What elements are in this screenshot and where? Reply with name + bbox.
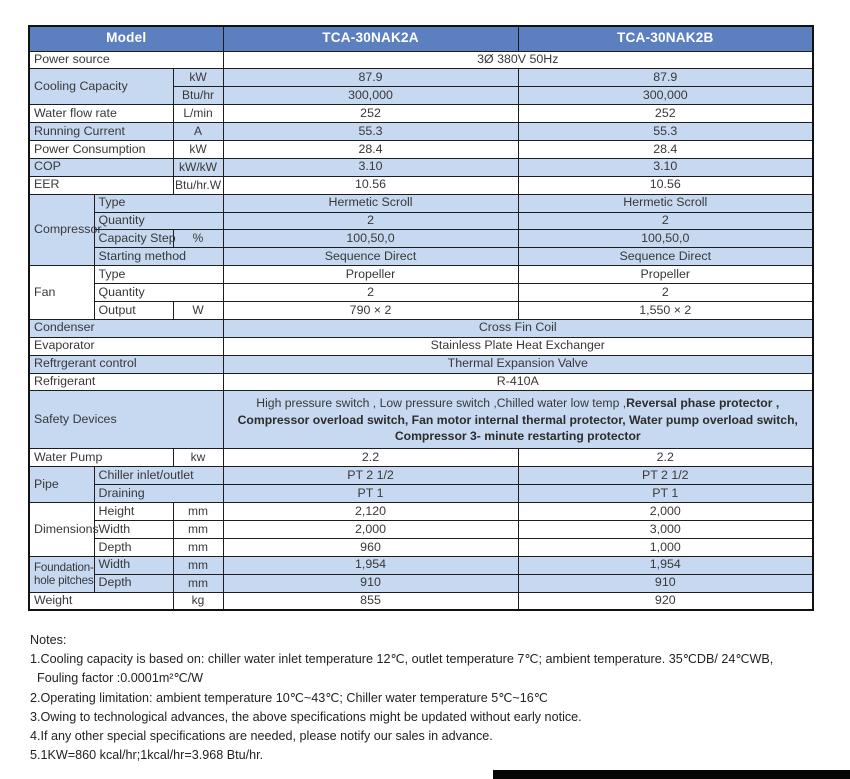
- power-consumption-value-b: 28.4: [518, 140, 813, 158]
- dimensions-depth-unit: mm: [173, 538, 223, 556]
- dimensions-depth-row: [29, 538, 813, 556]
- dimensions-depth-label: Depth: [94, 538, 173, 556]
- dimensions-height-value-b: 2,000: [518, 503, 813, 521]
- cop-unit: kW/kW: [173, 158, 223, 176]
- compressor-quantity-label: Quantity: [94, 212, 223, 230]
- cop-value-a: 3.10: [223, 158, 518, 176]
- condenser-row: [29, 319, 813, 337]
- compressor-type-value-a: Hermetic Scroll: [223, 194, 518, 212]
- safety-devices-value: [223, 391, 813, 449]
- notes-section: [30, 631, 830, 765]
- compressor-type-label: Type: [94, 194, 223, 212]
- capacity-step-value-a: 100,50,0: [223, 230, 518, 248]
- water-flow-unit: L/min: [173, 105, 223, 123]
- refrigerant-control-label: Reftrgerant control: [29, 355, 223, 373]
- power-consumption-unit: kW: [173, 140, 223, 158]
- dimensions-width-value-a: 2,000: [223, 520, 518, 538]
- power-consumption-value-a: 28.4: [223, 140, 518, 158]
- dimensions-width-row: [29, 520, 813, 538]
- refrigerant-row: [29, 373, 813, 391]
- condenser-value: Cross Fin Coil: [223, 319, 813, 337]
- fan-quantity-row: [29, 284, 813, 302]
- header-row: [29, 26, 813, 51]
- cop-label: COP: [29, 158, 173, 176]
- water-pump-row: [29, 449, 813, 467]
- refrigerant-value: R-410A: [223, 373, 813, 391]
- running-current-value-b: 55.3: [518, 123, 813, 141]
- eer-label: EER: [29, 176, 173, 194]
- starting-method-row: [29, 248, 813, 266]
- evaporator-value: Stainless Plate Heat Exchanger: [223, 337, 813, 355]
- note-line: 4.If any other special specifications are needed, please notify our sales in advance.: [30, 729, 493, 744]
- capacity-step-unit: %: [173, 230, 223, 248]
- model-a-header: TCA-30NAK2A: [223, 26, 518, 51]
- note-line: 3.Owing to technological advances, the above specifications might be updated without early notice.: [30, 709, 582, 724]
- eer-value-a: 10.56: [223, 176, 518, 194]
- pipe-inlet-value-a: PT 2 1/2: [223, 467, 518, 485]
- water-pump-label: Water Pump: [29, 449, 173, 467]
- compressor-group-label: Compressor: [29, 194, 94, 266]
- note-line: 5.1KW=860 kcal/hr;1kcal/hr=3.968 Btu/hr.: [30, 748, 264, 763]
- foundation-group-label: Foundation-hole pitches: [29, 556, 94, 592]
- spec-table: [28, 25, 814, 611]
- cooling-kw-value-a: 87.9: [223, 69, 518, 87]
- safety-line1-bold: Reversal phase protector ,: [626, 396, 780, 411]
- foundation-depth-unit: mm: [173, 574, 223, 592]
- fan-type-row: [29, 266, 813, 284]
- dimensions-width-value-b: 3,000: [518, 520, 813, 538]
- cooling-kw-row: [29, 69, 813, 87]
- fan-output-value-a: 790 × 2: [223, 301, 518, 319]
- foundation-depth-value-a: 910: [223, 574, 518, 592]
- foundation-depth-label: Depth: [94, 574, 173, 592]
- fan-quantity-value-b: 2: [518, 284, 813, 302]
- compressor-quantity-value-a: 2: [223, 212, 518, 230]
- capacity-step-label: Capacity Step: [94, 230, 173, 248]
- dimensions-group-label: Dimensions: [29, 503, 94, 557]
- weight-value-a: 855: [223, 592, 518, 610]
- starting-method-label: Starting method: [94, 248, 223, 266]
- capacity-step-value-b: 100,50,0: [518, 230, 813, 248]
- eer-value-b: 10.56: [518, 176, 813, 194]
- dimensions-depth-value-b: 1,000: [518, 538, 813, 556]
- safety-line1-normal: High pressure switch , Low pressure switch ,Chilled water low temp ,: [256, 396, 627, 411]
- evaporator-label: Evaporator: [29, 337, 223, 355]
- cop-row: [29, 158, 813, 176]
- foundation-depth-row: [29, 574, 813, 592]
- cooling-btu-value-b: 300,000: [518, 87, 813, 105]
- fan-output-unit: W: [173, 301, 223, 319]
- power-consumption-row: [29, 140, 813, 158]
- dimensions-height-unit: mm: [173, 503, 223, 521]
- eer-row: [29, 176, 813, 194]
- note-line-continuation: Fouling factor :0.0001m²℃/W: [37, 671, 204, 686]
- foundation-width-value-b: 1,954: [518, 556, 813, 574]
- refrigerant-control-row: [29, 355, 813, 373]
- fan-type-value-a: Propeller: [223, 266, 518, 284]
- running-current-row: [29, 123, 813, 141]
- water-flow-value-a: 252: [223, 105, 518, 123]
- fan-output-value-b: 1,550 × 2: [518, 301, 813, 319]
- model-b-header: TCA-30NAK2B: [518, 26, 813, 51]
- weight-row: [29, 592, 813, 610]
- note-line: 1.Cooling capacity is based on: chiller water inlet temperature 12℃, outlet temperature 7℃; ambient temperature. 35℃DB/ 24℃WB,: [30, 652, 774, 667]
- compressor-quantity-value-b: 2: [518, 212, 813, 230]
- dimensions-height-label: Height: [94, 503, 173, 521]
- foundation-width-value-a: 1,954: [223, 556, 518, 574]
- eer-unit: Btu/hr.W: [173, 176, 223, 194]
- pipe-draining-row: [29, 485, 813, 503]
- foundation-depth-value-b: 910: [518, 574, 813, 592]
- dimensions-width-label: Width: [94, 520, 173, 538]
- fan-output-label: Output: [94, 301, 173, 319]
- safety-line3: Compressor 3- minute restarting protector: [394, 429, 641, 444]
- water-pump-value-a: 2.2: [223, 449, 518, 467]
- compressor-quantity-row: [29, 212, 813, 230]
- condenser-label: Condenser: [29, 319, 223, 337]
- safety-devices-label: Safety Devices: [29, 391, 223, 449]
- water-pump-unit: kw: [173, 449, 223, 467]
- water-flow-row: [29, 105, 813, 123]
- cop-value-b: 3.10: [518, 158, 813, 176]
- power-source-value: 3Ø 380V 50Hz: [223, 51, 813, 69]
- pipe-group-label: Pipe: [29, 467, 94, 503]
- water-flow-value-b: 252: [518, 105, 813, 123]
- power-source-row: [29, 51, 813, 69]
- starting-method-value-a: Sequence Direct: [223, 248, 518, 266]
- foundation-width-label: Width: [94, 556, 173, 574]
- water-flow-label: Water flow rate: [29, 105, 173, 123]
- cooling-kw-value-b: 87.9: [518, 69, 813, 87]
- fan-type-label: Type: [94, 266, 223, 284]
- starting-method-value-b: Sequence Direct: [518, 248, 813, 266]
- model-header: Model: [29, 26, 223, 51]
- pipe-draining-value-b: PT 1: [518, 485, 813, 503]
- compressor-capacity-step-row: [29, 230, 813, 248]
- fan-quantity-label: Quantity: [94, 284, 223, 302]
- pipe-inlet-label: Chiller inlet/outlet: [94, 467, 223, 485]
- pipe-inlet-value-b: PT 2 1/2: [518, 467, 813, 485]
- weight-label: Weight: [29, 592, 173, 610]
- notes-title: Notes:: [30, 633, 67, 647]
- cooling-capacity-label: Cooling Capacity: [29, 69, 173, 105]
- cooling-btu-unit: Btu/hr: [173, 87, 223, 105]
- evaporator-row: [29, 337, 813, 355]
- dimensions-width-unit: mm: [173, 520, 223, 538]
- power-source-label: Power source: [29, 51, 223, 69]
- fan-quantity-value-a: 2: [223, 284, 518, 302]
- fan-group-label: Fan: [29, 266, 94, 320]
- pipe-draining-label: Draining: [94, 485, 223, 503]
- running-current-label: Running Current: [29, 123, 173, 141]
- compressor-type-value-b: Hermetic Scroll: [518, 194, 813, 212]
- water-pump-value-b: 2.2: [518, 449, 813, 467]
- refrigerant-control-value: Thermal Expansion Valve: [223, 355, 813, 373]
- weight-unit: kg: [173, 592, 223, 610]
- dimensions-depth-value-a: 960: [223, 538, 518, 556]
- weight-value-b: 920: [518, 592, 813, 610]
- cooling-kw-unit: kW: [173, 69, 223, 87]
- bottom-scan-bar: [493, 770, 850, 779]
- fan-type-value-b: Propeller: [518, 266, 813, 284]
- note-line: 2.Operating limitation: ambient temperature 10℃~43℃; Chiller water temperature 5℃~16℃: [30, 690, 548, 705]
- dimensions-height-value-a: 2,120: [223, 503, 518, 521]
- fan-output-row: [29, 301, 813, 319]
- compressor-type-row: [29, 194, 813, 212]
- refrigerant-label: Refrigerant: [29, 373, 223, 391]
- pipe-draining-value-a: PT 1: [223, 485, 518, 503]
- dimensions-height-row: [29, 503, 813, 521]
- pipe-inlet-row: [29, 467, 813, 485]
- safety-line2: Compressor overload switch, Fan motor internal thermal protector, Water pump overload switch,: [237, 412, 798, 427]
- safety-devices-row: [29, 391, 813, 449]
- running-current-value-a: 55.3: [223, 123, 518, 141]
- power-consumption-label: Power Consumption: [29, 140, 173, 158]
- running-current-unit: A: [173, 123, 223, 141]
- cooling-btu-value-a: 300,000: [223, 87, 518, 105]
- foundation-width-row: [29, 556, 813, 574]
- foundation-width-unit: mm: [173, 556, 223, 574]
